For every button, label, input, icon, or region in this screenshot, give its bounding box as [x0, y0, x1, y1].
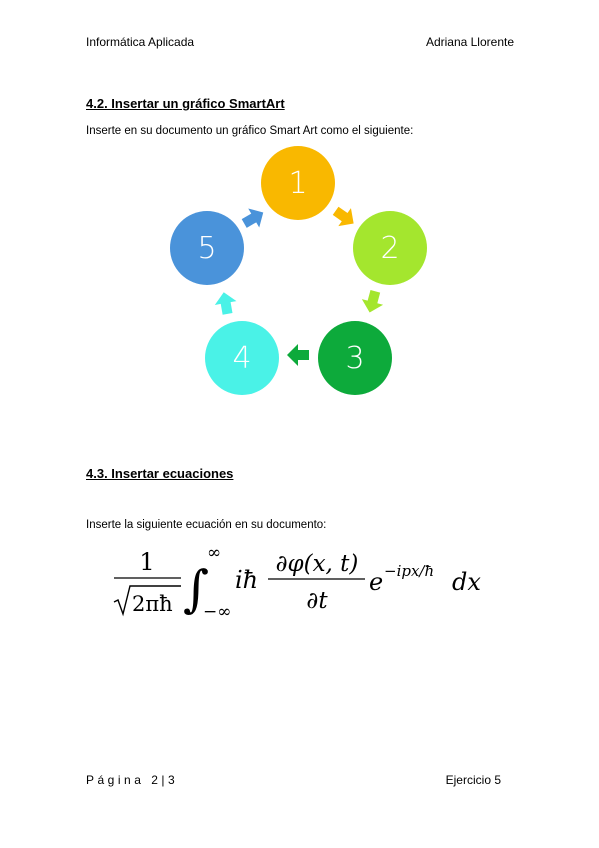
- cycle-arrow-3-4: [287, 344, 309, 366]
- cycle-node-4: [205, 321, 279, 395]
- cycle-node-5: [170, 211, 244, 285]
- cycle-arrow-5-1: [239, 203, 269, 233]
- section-equations-instruction: Inserte la siguiente ecuación en su documento:: [86, 519, 327, 531]
- footer-page-number: Página 2|3: [86, 773, 179, 787]
- cycle-node-4-label: 4: [232, 341, 252, 376]
- equation-integral-sign: ∫: [183, 560, 210, 618]
- cycle-arrow-1-2: [329, 202, 360, 233]
- cycle-node-1: [261, 146, 335, 220]
- equation-frac2-denominator: ∂t: [306, 588, 328, 614]
- equation-integral-upper: ∞: [207, 543, 222, 563]
- cycle-node-5-label: 5: [197, 231, 217, 266]
- cycle-node-2: [353, 211, 427, 285]
- header-right: Adriana Llorente: [425, 35, 514, 49]
- equation-frac2-numerator: ∂φ(x, t): [275, 551, 359, 577]
- equation-ih: iħ: [235, 566, 259, 594]
- equation-dx: dx: [452, 568, 481, 596]
- section-smartart-instruction: Inserte en su documento un gráfico Smart Art como el siguiente:: [86, 125, 414, 137]
- equation: [105, 538, 505, 628]
- cycle-node-3-label: 3: [345, 341, 365, 376]
- cycle-node-2-label: 2: [380, 231, 400, 266]
- equation-exp-power: −ipx/ħ: [384, 562, 435, 580]
- equation-frac1-numerator: 1: [139, 548, 155, 576]
- section-equations-title: 4.3. Insertar ecuaciones: [86, 466, 234, 481]
- cycle-arrow-2-3: [359, 288, 386, 315]
- smartart-cycle-diagram: [160, 140, 440, 410]
- footer-exercise: Ejercicio 5: [445, 773, 501, 787]
- header-left: Informática Aplicada: [86, 35, 195, 49]
- cycle-node-1-label: 1: [288, 166, 308, 201]
- cycle-node-3: [318, 321, 392, 395]
- equation-exp-base: e: [369, 568, 384, 596]
- equation-integral-lower: −∞: [203, 602, 232, 622]
- equation-frac1-denominator: 2πħ: [132, 592, 173, 616]
- section-smartart-title: 4.2. Insertar un gráfico SmartArt: [86, 96, 285, 111]
- cycle-arrow-4-5: [213, 290, 238, 315]
